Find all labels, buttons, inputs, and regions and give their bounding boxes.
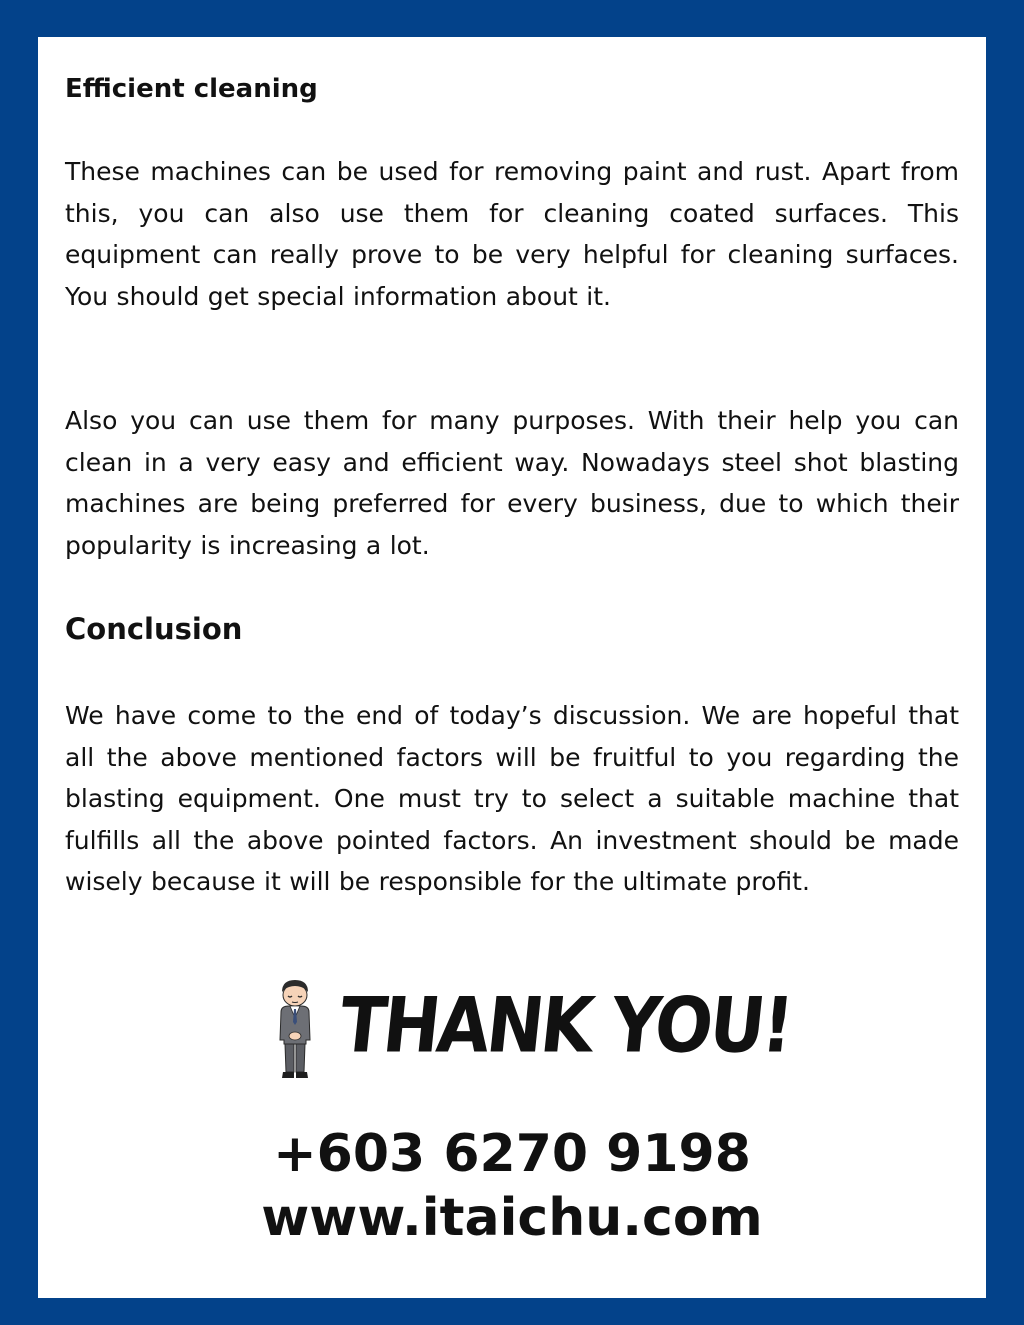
- thank-you-banner: [270, 978, 795, 1082]
- paragraph-efficient-1: These machines can be used for removing paint and rust. Apart from this, you can also use them for cleaning coated surfaces. This equipment can really prove to be very helpful for cleaning surfaces. You should get special information about it.: [65, 157, 959, 311]
- heading-efficient-cleaning: Efficient cleaning: [65, 74, 318, 104]
- heading-conclusion: Conclusion: [65, 612, 243, 646]
- thank-you-text: THANK YOU!: [335, 982, 795, 1071]
- paragraph-conclusion: We have come to the end of today’s discussion. We are hopeful that all the above mentioned factors will be fruitful to you regarding the blasting equipment. One must try to select a suitable machine that fulfills all the above pointed factors. An investment should be made wisely because it will be responsible for the ultimate profit.: [65, 701, 959, 896]
- bowing-man-icon: [270, 978, 320, 1080]
- contact-phone: +603 6270 9198: [273, 1124, 751, 1184]
- contact-website: www.itaichu.com: [261, 1188, 763, 1248]
- paragraph-efficient-2: Also you can use them for many purposes. With their help you can clean in a very easy and efficient way. Nowadays steel shot blasting machines are being preferred for every business, due to which their popularity is increasing a lot.: [65, 406, 959, 560]
